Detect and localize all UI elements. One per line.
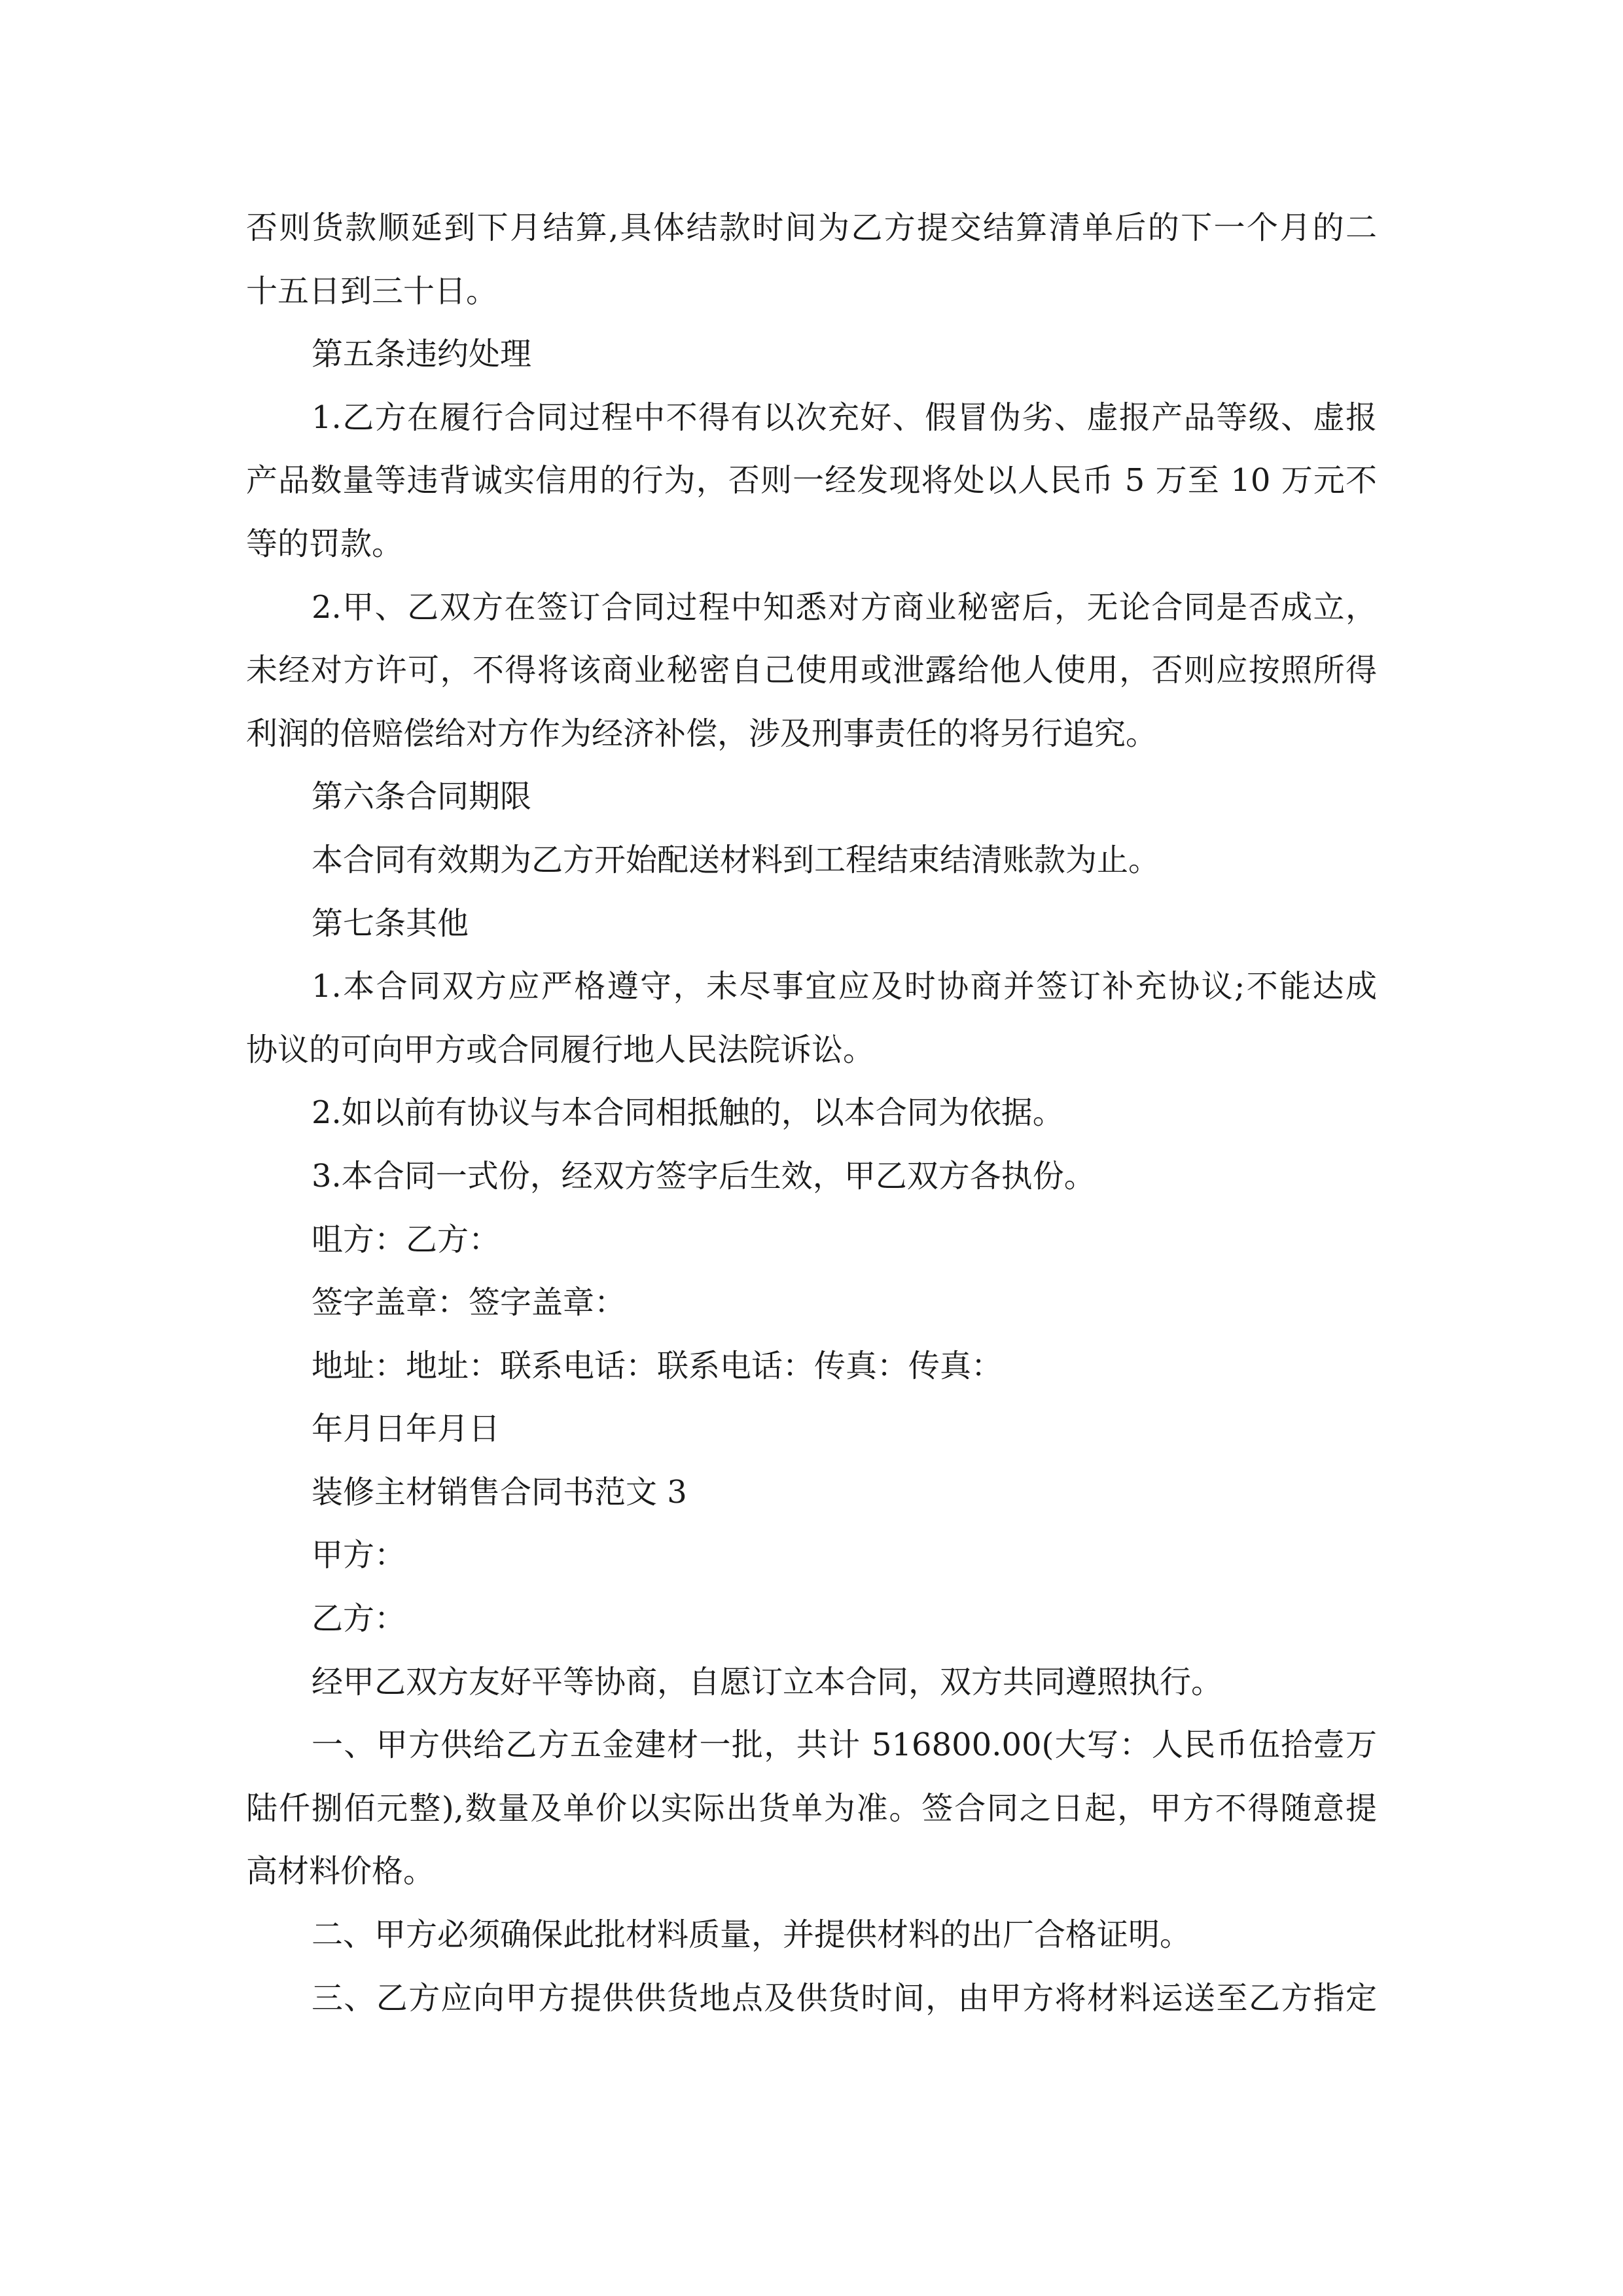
paragraph-line: 2.甲、乙双方在签订合同过程中知悉对方商业秘密后，无论合同是否成立， — [312, 588, 1377, 626]
paragraph-line: 产品数量等违背诚实信用的行为，否则一经发现将处以人民币 5 万至 10 万元不 — [246, 462, 1377, 499]
paragraph-line: 二、甲方必须确保此批材料质量，并提供材料的出厂合格证明。 — [312, 1916, 1192, 1954]
paragraph-line: 经甲乙双方友好平等协商，自愿订立本合同，双方共同遵照执行。 — [312, 1663, 1223, 1700]
paragraph-line: 2.如以前有协议与本合同相抵触的，以本合同为依据。 — [312, 1094, 1064, 1132]
section-heading: 第五条违约处理 — [312, 336, 532, 373]
paragraph-line: 1.本合同双方应严格遵守，未尽事宜应及时协商并签订补充协议;不能达成 — [312, 968, 1377, 1005]
paragraph-line: 利润的倍赔偿给对方作为经济补偿，涉及刑事责任的将另行追究。 — [246, 715, 1158, 752]
paragraph-line: 本合同有效期为乙方开始配送材料到工程结束结清账款为止。 — [312, 841, 1160, 878]
paragraph-line: 一、甲方供给乙方五金建材一批，共计 516800.00(大写：人民币伍拾壹万 — [312, 1727, 1377, 1764]
paragraph-line: 否则货款顺延到下月结算,具体结款时间为乙方提交结算清单后的下一个月的二 — [246, 209, 1377, 246]
paragraph-line: 等的罚款。 — [246, 525, 404, 562]
paragraph-line: 十五日到三十日。 — [246, 272, 498, 310]
paragraph-line: 高材料价格。 — [246, 1853, 435, 1890]
paragraph-line: 未经对方许可，不得将该商业秘密自己使用或泄露给他人使用，否则应按照所得 — [246, 652, 1377, 689]
section-heading: 第六条合同期限 — [312, 778, 532, 816]
paragraph-line: 三、乙方应向甲方提供供货地点及供货时间，由甲方将材料运送至乙方指定 — [312, 1979, 1377, 2017]
signature-contact-line: 地址：地址：联系电话：联系电话：传真：传真： — [312, 1347, 1003, 1384]
paragraph-line: 1.乙方在履行合同过程中不得有以次充好、假冒伪劣、虚报产品等级、虚报 — [312, 399, 1377, 436]
signature-date-line: 年月日年月日 — [312, 1410, 501, 1448]
paragraph-line: 陆仟捌佰元整),数量及单价以实际出货单为准。签合同之日起，甲方不得随意提 — [246, 1789, 1377, 1827]
party-b-label: 乙方： — [312, 1600, 406, 1638]
signature-seal-line: 签字盖章：签字盖章： — [312, 1284, 626, 1321]
document-subtitle: 装修主材销售合同书范文 3 — [312, 1473, 687, 1511]
section-heading: 第七条其他 — [312, 905, 469, 942]
signature-party-line: 咀方：乙方： — [312, 1221, 501, 1258]
paragraph-line: 3.本合同一式份，经双方签字后生效，甲乙双方各执份。 — [312, 1157, 1096, 1194]
document-body — [246, 196, 1377, 2030]
party-a-label: 甲方： — [312, 1537, 406, 1574]
paragraph-line: 协议的可向甲方或合同履行地人民法院诉讼。 — [246, 1031, 875, 1068]
